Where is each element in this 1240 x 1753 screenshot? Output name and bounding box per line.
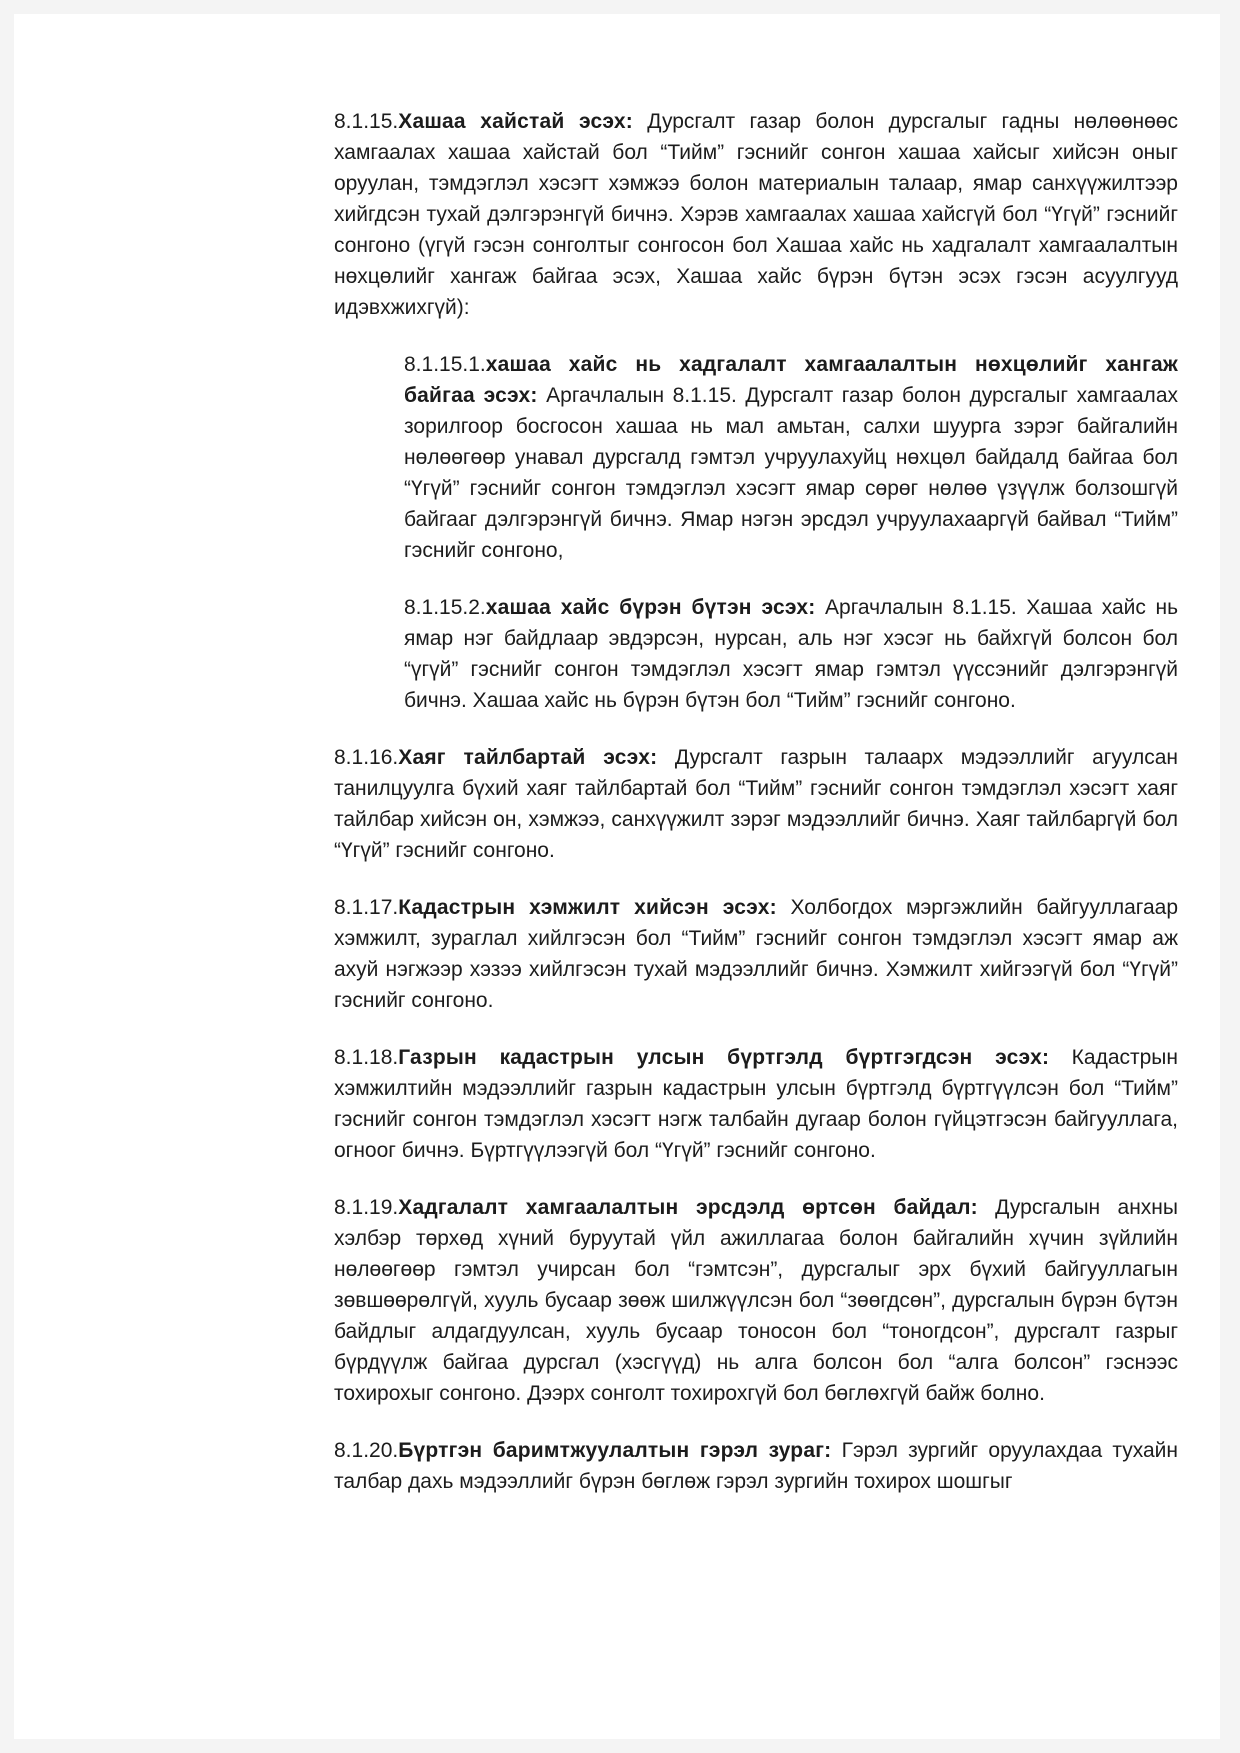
section-8-1-15-2: [404, 592, 1178, 716]
section-8-1-20: [334, 1435, 1178, 1497]
section-body: Холбогдох мэргэжлийн байгууллагаар хэмжилт, зураглал хийлгэсэн бол “Тийм” гэснийг сонгон тэмдэглэл хэсэгт ямар аж ахуй нэгжээр хэзээ хийлгэсэн тухай мэдээллийг бичнэ. Хэмжилт хийгээгүй бол “Үгүй” гэснийг сонгоно.: [334, 896, 1178, 1012]
section-heading: Хашаа хайстай эсэх:: [398, 110, 633, 133]
section-body: Гэрэл зургийг оруулахдаа тухайн талбар дахь мэдээллийг бүрэн бөглөж гэрэл зургийн тохирох шошгыг: [334, 1439, 1178, 1493]
section-heading: Газрын кадастрын улсын бүртгэлд бүртгэгдсэн эсэх:: [398, 1046, 1050, 1069]
section-number: 8.1.20.: [334, 1439, 399, 1462]
section-number: 8.1.17.: [334, 896, 399, 919]
section-heading: Кадастрын хэмжилт хийсэн эсэх:: [398, 896, 777, 919]
section-heading: Бүртгэн баримтжуулалтын гэрэл зураг:: [398, 1439, 832, 1462]
section-heading: Хадгалалт хамгаалалтын эрсдэлд өртсөн байдал:: [398, 1196, 978, 1219]
section-body: Аргачлалын 8.1.15. Дурсгалт газар болон дурсгалыг хамгаалах зорилгоор босгосон хашаа нь мал амьтан, салхи шуурга зэрэг байгалийн нөлөөгөөр унавал дурсгалд гэмтэл учруулахуйц нөхцөл байдалд байгаа бол “Үгүй” гэснийг сонгон тэмдэглэл хэсэгт ямар сөрөг нөлөө үзүүлж болзошгүй байгааг дэлгэрэнгүй бичнэ. Ямар нэгэн эрсдэл учруулахааргүй байвал “Тийм” гэснийг сонгоно,: [404, 384, 1178, 562]
section-8-1-18: [334, 1042, 1178, 1166]
section-heading: хашаа хайс нь хадгалалт хамгаалалтын нөхцөлийг хангаж байгаа эсэх:: [404, 353, 1178, 407]
section-number: 8.1.16.: [334, 746, 399, 769]
section-8-1-19: [334, 1192, 1178, 1409]
section-8-1-17: [334, 892, 1178, 1016]
section-number: 8.1.18.: [334, 1046, 399, 1069]
section-body: Кадастрын хэмжилтийн мэдээллийг газрын кадастрын улсын бүртгэлд бүртгүүлсэн бол “Тийм” гэснийг сонгон тэмдэглэл хэсэгт нэгж талбайн дугаар болон гүйцэтгэсэн байгууллага, огноог бичнэ. Бүртгүүлээгүй бол “Үгүй” гэснийг сонгоно.: [334, 1046, 1178, 1162]
section-body: Дурсгалт газрын талаарх мэдээллийг агуулсан танилцуулга бүхий хаяг тайлбартай бол “Тийм” гэснийг сонгон тэмдэглэл хэсэгт хаяг тайлбар хийсэн он, хэмжээ, санхүүжилт зэрэг мэдээллийг бичнэ. Хаяг тайлбаргүй бол “Үгүй” гэснийг сонгоно.: [334, 746, 1178, 862]
section-8-1-15: [334, 106, 1178, 323]
section-number: 8.1.15.2.: [404, 596, 486, 619]
section-number: 8.1.19.: [334, 1196, 399, 1219]
document-content: [334, 106, 1178, 1523]
section-heading: Хаяг тайлбартай эсэх:: [398, 746, 658, 769]
section-8-1-16: [334, 742, 1178, 866]
section-number: 8.1.15.: [334, 110, 399, 133]
section-heading: хашаа хайс бүрэн бүтэн эсэх:: [485, 596, 816, 619]
section-number: 8.1.15.1.: [404, 353, 486, 376]
document-page: [14, 14, 1220, 1739]
section-body: Дурсгалт газар болон дурсгалыг гадны нөлөөнөөс хамгаалах хашаа хайстай бол “Тийм” гэснийг сонгон хашаа хайсыг хийсэн оныг оруулан, тэмдэглэл хэсэгт хэмжээ болон материалын талаар, ямар санхүүжилтээр хийгдсэн тухай дэлгэрэнгүй бичнэ. Хэрэв хамгаалах хашаа хайсгүй бол “Үгүй” гэснийг сонгоно (үгүй гэсэн сонголтыг сонгосон бол Хашаа хайс нь хадгалалт хамгаалалтын нөхцөлийг хангаж байгаа эсэх, Хашаа хайс бүрэн бүтэн эсэх гэсэн асуулгууд идэвхжихгүй):: [334, 110, 1178, 319]
section-8-1-15-1: [404, 349, 1178, 566]
section-body: Дурсгалын анхны хэлбэр төрхөд хүний буруутай үйл ажиллагаа болон байгалийн хүчин зүйлийн нөлөөгөөр гэмтэл учирсан бол “гэмтсэн”, дурсгалыг эрх бүхий байгууллагын зөвшөөрөлгүй, хууль бусаар зөөж шилжүүлсэн бол “зөөгдсөн”, дурсгалын бүрэн бүтэн байдлыг алдагдуулсан, хууль бусаар тоносон бол “тоногдсон”, дурсгалт газрыг бүрдүүлж байгаа дурсгал (хэсгүүд) нь алга болсон бол “алга болсон” гэснээс тохирохыг сонгоно. Дээрх сонголт тохирохгүй бол бөглөхгүй байж болно.: [334, 1196, 1178, 1405]
section-body: Аргачлалын 8.1.15. Хашаа хайс нь ямар нэг байдлаар эвдэрсэн, нурсан, аль нэг хэсэг нь байхгүй болсон бол “үгүй” гэснийг сонгон тэмдэглэл хэсэгт ямар гэмтэл үүссэнийг дэлгэрэнгүй бичнэ. Хашаа хайс нь бүрэн бүтэн бол “Тийм” гэснийг сонгоно.: [404, 596, 1179, 712]
